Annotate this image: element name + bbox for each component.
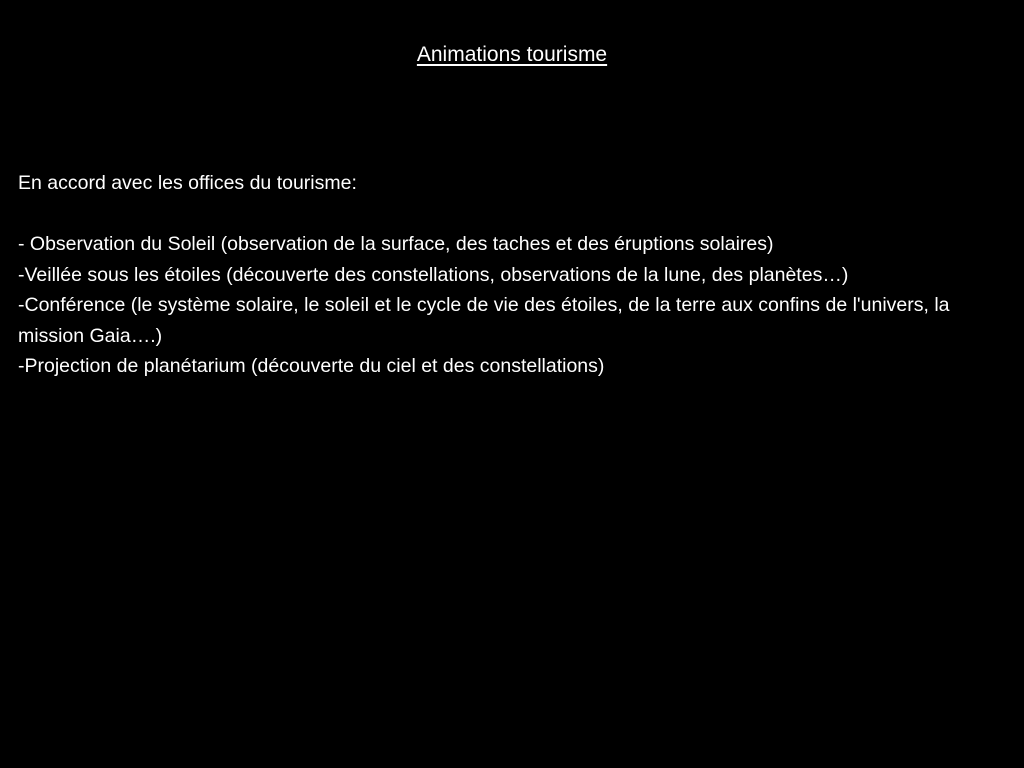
slide-title: Animations tourisme — [416, 43, 608, 66]
list-item-veillee-etoiles: -Veillée sous les étoiles (découverte des constellations, observations de la lune, des planètes…) — [18, 263, 849, 286]
list-item-projection-planetarium: -Projection de planétarium (découverte du ciel et des constellations) — [18, 355, 605, 377]
list-item-observation-soleil: - Observation du Soleil (observation de la surface, des taches et des éruptions solaires) — [18, 233, 774, 255]
blank-line — [18, 199, 1008, 230]
slide-body — [18, 168, 1008, 382]
intro-text: En accord avec les offices du tourisme: — [18, 172, 357, 194]
list-item-conference: -Conférence (le système solaire, le soleil et le cycle de vie des étoiles, de la terre aux confins de l'univers, la mission Gaia….) — [18, 294, 950, 347]
